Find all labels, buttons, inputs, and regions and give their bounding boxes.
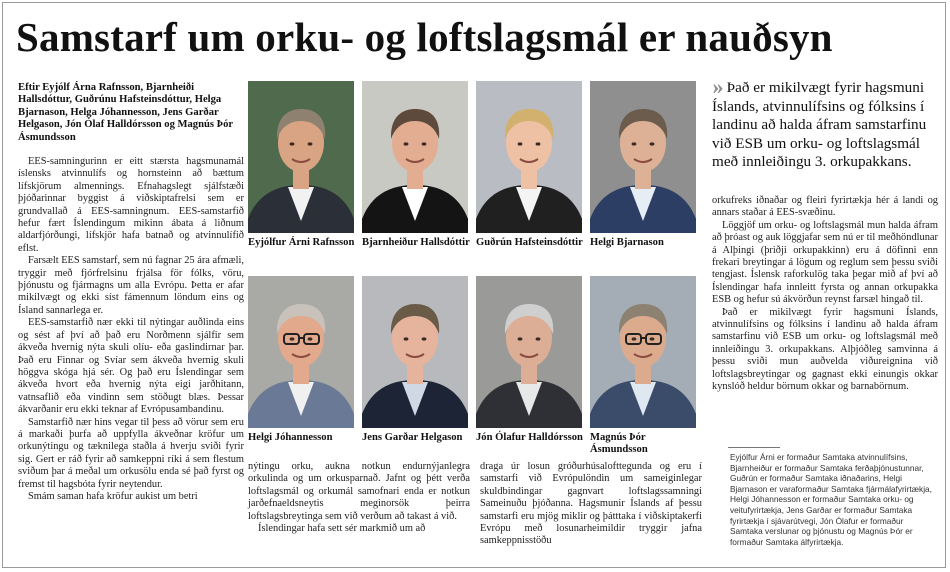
paragraph: EES-samningurinn er eitt stærsta hagsmunamál íslensks atvinnulífs og hornsteinn að bættum lífskjörum almennings. Efnahagslegt sjálfstæði þjóðarinnar byggist á viðskiptafrelsi sem er grundvallað á EES-samningnum. EES-samstarfið hefur fært Íslendingum mikinn ábata á liðnum aldarfjórðungi, lífskjör hafa batnað og atvinnulífið eflst. <box>18 156 244 254</box>
paragraph: Íslendingar hafa sett sér markmið um að <box>258 523 426 535</box>
portrait-photo <box>476 276 582 428</box>
paragraph: Það er mikilvægt fyrir hagsmuni Íslands, atvinnulífsins og fólksins í landinu að halda áfram samstarfinu við ESB um orku- og loftslagsmál með innleiðingu 3. orkupakkans. Alþjóðleg samvinna á þessu sviði mun auðvelda viðureignina við loftslagsbreytingar og gagnast ekki einungis okkar kynslóð heldur börnum okkar og barnabörnum. <box>712 306 938 393</box>
portrait-caption: Eyjólfur Árni Rafnsson <box>248 237 355 248</box>
portrait-caption: Jens Garðar Helgason <box>362 432 463 443</box>
portrait-photo <box>362 276 468 428</box>
portrait-caption: Magnús Þór Ásmundsson <box>590 432 648 455</box>
portrait-caption: Helgi Jóhannesson <box>248 432 333 443</box>
quote-marks-icon: ›› <box>712 74 721 99</box>
portrait-caption: Helgi Bjarnason <box>590 237 664 248</box>
paragraph: EES-samstarfið nær ekki til nýtingar auðlinda eins og sést af því að það eru Norðmenn sjálfir sem ákveða hvernig nýta skuli olíu- eða gaslindirnar þar. Það eru Finnar og Svíar sem ákveða hvernig skuli höggva skóga hjá sér. Og það eru Íslendingar sem ákveða hvort eða hvernig nýta eigi jarðhitann, vatnsaflið eða vindinn sem stöðugt blæs. Þessar ákvarðanir eru ekki teknar af Evrópusambandinu. <box>18 317 244 416</box>
paragraph: nýtingu orku, aukna notkun endurnýjanlegra orkulinda og um orkusparnað. Jafnt og þétt verða loftslagsmál og orkumál samofnari enda er notkun jarðefnaeldsneytis meginorsök þeirra loftslagsbreytinga sem við verðum að takast á við. <box>248 461 470 522</box>
portrait-photo <box>248 81 354 233</box>
portrait-caption: Guðrún Hafsteinsdóttir <box>476 237 583 248</box>
portrait-photo <box>476 81 582 233</box>
paragraph: Samstarfið nær hins vegar til þess að vörur sem eru á markaði þurfa að uppfylla ákveðnar kröfur um orkunýtingu og tæknilega staðla á hverju sviði fyrir sig. Gert er ráð fyrir að samkeppni ríki á sem flestum sviðum þar á meðal um orkusölu enda sé það fyrst og fremst til hagsbóta fyrir neytendur. <box>18 416 244 490</box>
portrait-caption: Bjarnheiður Hallsdóttir <box>362 237 470 248</box>
portrait-photo <box>248 276 354 428</box>
paragraph: Smám saman hafa kröfur aukist um betri <box>28 490 198 502</box>
paragraph: draga úr losun gróðurhúsalofttegunda og eru í samstarfi við Evrópulöndin um sameiginlegar skuldbindingar gagnvart loftslagssamningi Sameinuðu þjóðanna. Hagsmunir Íslands af þessu samstarfi eru mjög miklir og þátttaka í viðskiptakerfi Evrópu með losunarheimildir tryggir jafna samkeppnisstöðu <box>480 461 702 547</box>
paragraph: Löggjöf um orku- og loftslagsmál mun halda áfram að þróast og auk löggjafar sem nú er til meðhöndlunar á Alþingi (þriðji orkupakkinn) eru á döfinni enn frekari breytingar á lögum og reglum sem þessu sviði tengjast. Íslensk raforkulög taka þegar mið af því að Íslendingar hafa innleitt fyrsta og annan orkupakka ESB og hefur sú ákvörðun reynst farsæl hingað til. <box>712 219 938 306</box>
pull-quote <box>712 74 936 172</box>
portrait-photo <box>590 81 696 233</box>
portrait-photo <box>590 276 696 428</box>
paragraph: Farsælt EES samstarf, sem nú fagnar 25 ára afmæli, tryggir með fjórfrelsinu frjálsa för fólks, vöru, þjónustu og fjármagns um alla Evrópu. Þetta er afar mikilvægt og ekki síst fámennum löndum eins og Ísland sannarlega er. <box>18 255 244 316</box>
byline: Eftir Eyjólf Árna Rafnsson, Bjarnheiði Hallsdóttur, Guðrúnu Hafsteinsdóttur, Helga Bjarnason, Helga Jóhannesson, Jens Garðar Helgason, Jón Ólaf Halldórsson og Magnús Þór Ásmundsson <box>18 82 233 143</box>
body-column-4 <box>712 195 938 394</box>
body-column-3 <box>480 461 702 548</box>
author-bio: Eyjólfur Árni er formaður Samtaka atvinnulífsins, Bjarnheiður er formaður Samtaka ferðaþjónustunnar, Guðrún er formaður Samtaka iðnaðarins, Helgi Bjarnason er varaformaður Samtaka fjármálafyrirtækja, Helgi Jóhannesson er formaður Samtaka orku- og veitufyrirtækja, Jens Garðar er formaður Samtaka fyrirtækja í sjávarútvegi, Jón Ólafur er formaður Samtaka verslunar og þjónustu og Magnús Þór er formaður Samtaka álfyrirtækja. <box>730 452 932 547</box>
portrait-photo <box>362 81 468 233</box>
paragraph: orkufreks iðnaðar og fleiri fyrirtækja hér á landi og annars staðar á EES-svæðinu. <box>712 195 938 219</box>
portrait-caption: Jón Ólafur Halldórsson <box>476 432 583 443</box>
headline: Samstarf um orku- og loftslagsmál er nauðsyn <box>16 14 833 60</box>
body-column-1 <box>18 156 244 503</box>
body-column-2 <box>248 461 470 535</box>
divider <box>728 447 780 448</box>
pull-quote-text: Það er mikilvægt fyrir hagsmuni Íslands, atvinnulífsins og fólksins í landinu að halda áfram samstarfinu við ESB um orku- og loftslagsmál með innleiðingu 3. orkupakkans. <box>712 79 927 170</box>
